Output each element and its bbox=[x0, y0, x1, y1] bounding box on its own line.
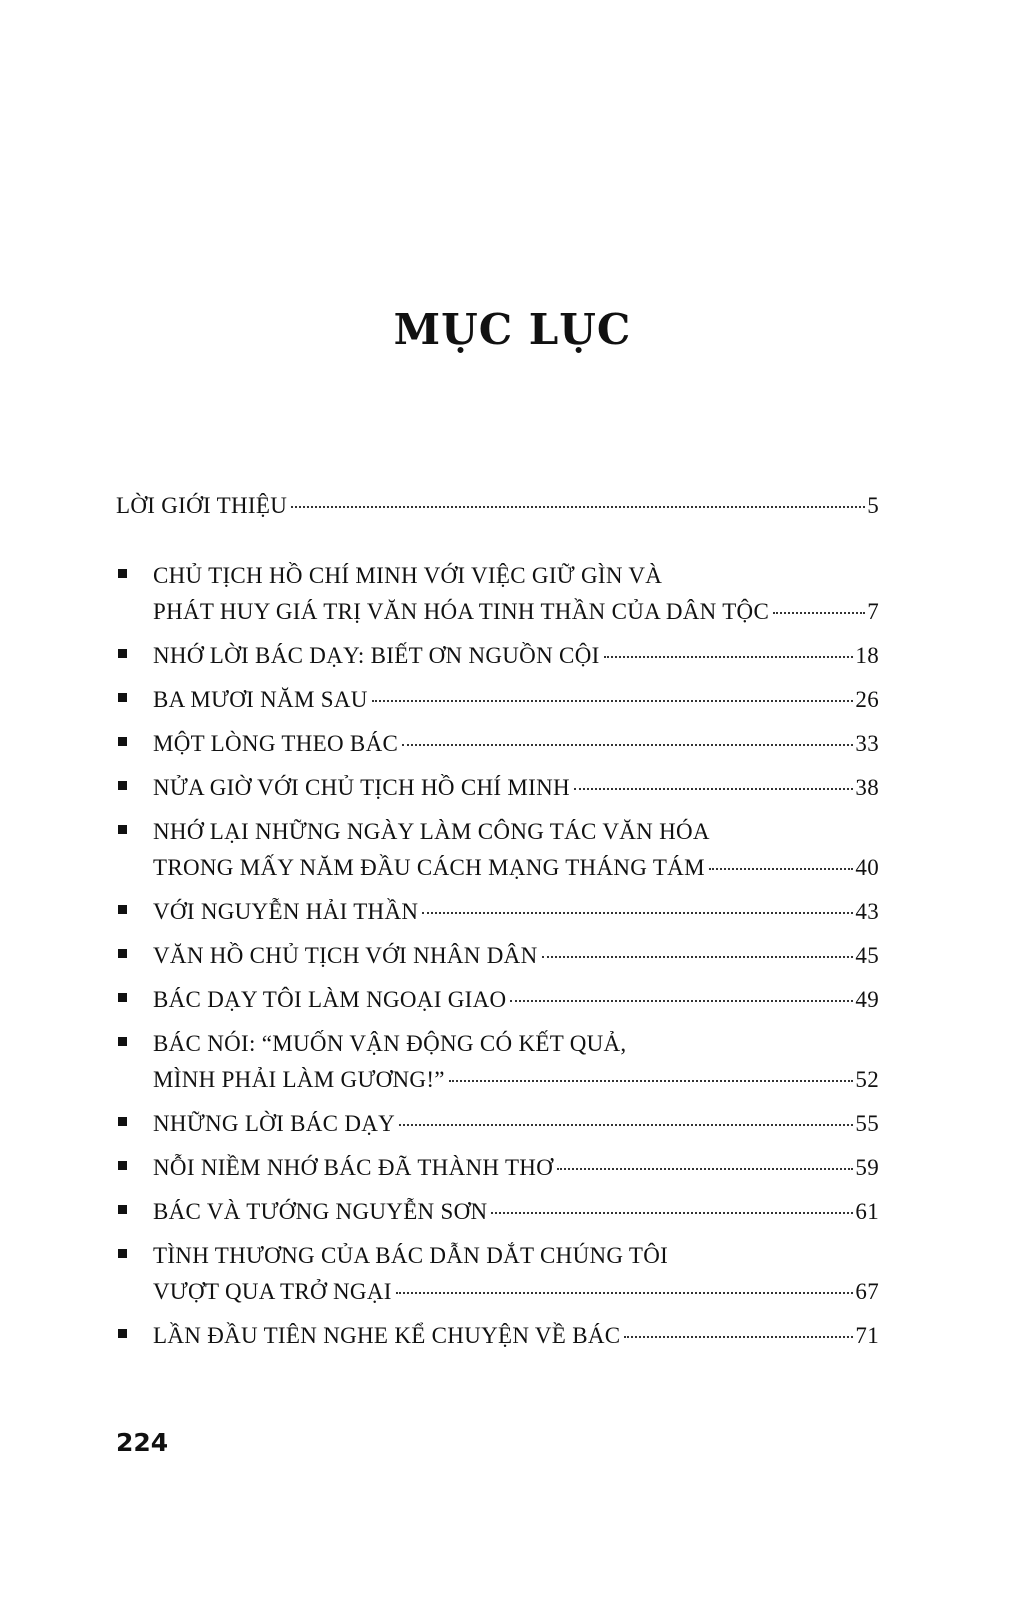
dot-leader bbox=[574, 788, 853, 790]
dot-leader bbox=[510, 1000, 853, 1002]
toc-entry-title: VƯỢT QUA TRỞ NGẠI bbox=[153, 1279, 392, 1304]
dot-leader bbox=[402, 744, 853, 746]
page-number: 224 bbox=[116, 1428, 169, 1457]
bullet-square-icon bbox=[118, 1329, 127, 1338]
toc-entry-line bbox=[153, 1030, 879, 1058]
toc-page-number: 67 bbox=[855, 1279, 879, 1304]
dot-leader bbox=[422, 912, 853, 914]
toc-entry-title: NHỚ LẠI NHỮNG NGÀY LÀM CÔNG TÁC VĂN HÓA bbox=[153, 819, 710, 844]
dot-leader bbox=[709, 868, 854, 870]
bullet-square-icon bbox=[118, 1249, 127, 1258]
toc-entry-line bbox=[153, 1278, 879, 1306]
toc-page-number: 5 bbox=[867, 493, 879, 518]
toc-entry-title: MỘT LÒNG THEO BÁC bbox=[153, 731, 399, 756]
bullet-square-icon bbox=[118, 949, 127, 958]
bullet-square-icon bbox=[118, 1161, 127, 1170]
toc-entry-line bbox=[153, 854, 879, 882]
bullet-square-icon bbox=[118, 693, 127, 702]
toc-entry-title: BA MƯƠI NĂM SAU bbox=[153, 687, 368, 712]
toc-entry-line bbox=[153, 730, 879, 758]
toc-entry-title: NỬA GIỜ VỚI CHỦ TỊCH HỒ CHÍ MINH bbox=[153, 775, 570, 800]
dot-leader bbox=[542, 956, 854, 958]
dot-leader bbox=[604, 656, 854, 658]
toc-entry-title: NỖI NIỀM NHỚ BÁC ĐÃ THÀNH THƠ bbox=[153, 1155, 554, 1180]
dot-leader bbox=[291, 506, 865, 508]
toc-entry-line bbox=[153, 598, 879, 626]
toc-entry-line bbox=[153, 1110, 879, 1138]
toc-entry-line bbox=[153, 642, 879, 670]
page-title: MỤC LỤC bbox=[393, 305, 632, 354]
toc-entry-title: BÁC VÀ TƯỚNG NGUYỄN SƠN bbox=[153, 1199, 488, 1224]
toc-page-number: 45 bbox=[855, 943, 879, 968]
bullet-square-icon bbox=[118, 649, 127, 658]
bullet-square-icon bbox=[118, 905, 127, 914]
bullet-square-icon bbox=[118, 781, 127, 790]
bullet-square-icon bbox=[118, 1117, 127, 1126]
dot-leader bbox=[372, 700, 854, 702]
toc-page-number: 71 bbox=[855, 1323, 879, 1348]
toc-page-number: 43 bbox=[855, 899, 879, 924]
toc-page-number: 26 bbox=[855, 687, 879, 712]
bullet-square-icon bbox=[118, 737, 127, 746]
toc-entry-line bbox=[153, 1154, 879, 1182]
dot-leader bbox=[491, 1212, 853, 1214]
toc-page-number: 7 bbox=[867, 599, 879, 624]
toc-page-number: 55 bbox=[855, 1111, 879, 1136]
toc-entry-line bbox=[153, 1066, 879, 1094]
toc-entry-line bbox=[153, 898, 879, 926]
toc-entry-line bbox=[153, 1198, 879, 1226]
toc-entry-title: VỚI NGUYỄN HẢI THẦN bbox=[153, 899, 419, 924]
toc-entry-title: NHỚ LỜI BÁC DẠY: BIẾT ƠN NGUỒN CỘI bbox=[153, 643, 600, 668]
toc-entry-line bbox=[153, 818, 879, 846]
dot-leader bbox=[399, 1124, 853, 1126]
toc-entry-title: TÌNH THƯƠNG CỦA BÁC DẪN DẮT CHÚNG TÔI bbox=[153, 1243, 669, 1268]
toc-entry-title: LỜI GIỚI THIỆU bbox=[116, 493, 288, 518]
toc-page-number: 49 bbox=[855, 987, 879, 1012]
toc-entry-line bbox=[153, 1242, 879, 1270]
toc-entry-title: BÁC DẠY TÔI LÀM NGOẠI GIAO bbox=[153, 987, 507, 1012]
toc-entry-line bbox=[153, 774, 879, 802]
toc-entry-title: TRONG MẤY NĂM ĐẦU CÁCH MẠNG THÁNG TÁM bbox=[153, 855, 705, 880]
toc-entry-title: VĂN HỒ CHỦ TỊCH VỚI NHÂN DÂN bbox=[153, 943, 538, 968]
toc-entry-title: PHÁT HUY GIÁ TRỊ VĂN HÓA TINH THẦN CỦA DÂN TỘC bbox=[153, 599, 770, 624]
toc-entry-line bbox=[153, 686, 879, 714]
toc-page-number: 59 bbox=[855, 1155, 879, 1180]
toc-page-number: 38 bbox=[855, 775, 879, 800]
toc-entry-title: BÁC NÓI: “MUỐN VẬN ĐỘNG CÓ KẾT QUẢ, bbox=[153, 1031, 627, 1056]
bullet-square-icon bbox=[118, 1037, 127, 1046]
toc-entry-title: LẦN ĐẦU TIÊN NGHE KỂ CHUYỆN VỀ BÁC bbox=[153, 1323, 621, 1348]
toc-page-number: 61 bbox=[855, 1199, 879, 1224]
toc-entry-line bbox=[153, 942, 879, 970]
toc-entry-title: NHỮNG LỜI BÁC DẠY bbox=[153, 1111, 396, 1136]
toc-entry-title: CHỦ TỊCH HỒ CHÍ MINH VỚI VIỆC GIỮ GÌN VÀ bbox=[153, 563, 663, 588]
bullet-square-icon bbox=[118, 825, 127, 834]
toc-entry-line bbox=[153, 1322, 879, 1350]
dot-leader bbox=[557, 1168, 853, 1170]
dot-leader bbox=[396, 1292, 854, 1294]
dot-leader bbox=[449, 1080, 854, 1082]
bullet-square-icon bbox=[118, 569, 127, 578]
toc-page-number: 18 bbox=[855, 643, 879, 668]
bullet-square-icon bbox=[118, 1205, 127, 1214]
toc-page-number: 52 bbox=[855, 1067, 879, 1092]
toc-intro-line bbox=[116, 492, 879, 520]
dot-leader bbox=[624, 1336, 853, 1338]
toc-page-number: 40 bbox=[855, 855, 879, 880]
toc-entry-line bbox=[153, 986, 879, 1014]
toc-entry-line bbox=[153, 562, 879, 590]
dot-leader bbox=[773, 612, 865, 614]
toc-page-number: 33 bbox=[855, 731, 879, 756]
bullet-square-icon bbox=[118, 993, 127, 1002]
toc-entry-title: MÌNH PHẢI LÀM GƯƠNG!” bbox=[153, 1067, 445, 1092]
